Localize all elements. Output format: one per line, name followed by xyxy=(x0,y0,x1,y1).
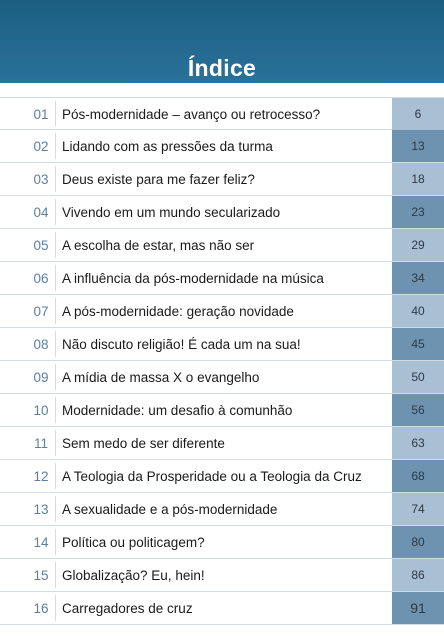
divider xyxy=(55,298,56,324)
chapter-number: 02 xyxy=(33,139,49,154)
header-banner xyxy=(0,0,444,83)
chapter-title: Vivendo em um mundo secularizado xyxy=(62,205,281,220)
chapter-number: 05 xyxy=(33,238,49,253)
divider xyxy=(55,265,56,291)
divider xyxy=(55,595,56,621)
chapter-number: 13 xyxy=(33,502,49,517)
page-number: 91 xyxy=(392,592,444,624)
chapter-title: A pós-modernidade: geração novidade xyxy=(62,304,294,319)
chapter-number: 07 xyxy=(33,304,49,319)
page-title: Índice xyxy=(187,55,257,81)
chapter-number: 15 xyxy=(33,568,49,583)
divider xyxy=(55,562,56,588)
page-number: 86 xyxy=(392,559,444,591)
divider xyxy=(55,430,56,456)
toc-entry[interactable] xyxy=(0,163,444,196)
chapter-number: 12 xyxy=(33,469,49,484)
page-number: 56 xyxy=(392,394,444,426)
chapter-title: Deus existe para me fazer feliz? xyxy=(62,172,255,187)
divider xyxy=(55,364,56,390)
divider xyxy=(55,133,56,159)
page-number: 6 xyxy=(392,98,444,130)
page-number: 45 xyxy=(392,328,444,360)
chapter-title: Carregadores de cruz xyxy=(62,601,193,616)
chapter-number: 09 xyxy=(33,370,49,385)
chapter-number: 01 xyxy=(33,107,49,122)
divider xyxy=(55,101,56,126)
divider xyxy=(55,496,56,522)
chapter-number: 16 xyxy=(33,601,49,616)
chapter-title: Lidando com as pressões da turma xyxy=(62,139,273,154)
page-number: 50 xyxy=(392,361,444,393)
toc-entry[interactable] xyxy=(0,427,444,460)
chapter-number: 04 xyxy=(33,205,49,220)
page-number: 34 xyxy=(392,262,444,294)
page-number: 40 xyxy=(392,295,444,327)
divider xyxy=(55,529,56,555)
toc-entry[interactable] xyxy=(0,196,444,229)
toc-entry[interactable] xyxy=(0,493,444,526)
divider xyxy=(55,166,56,192)
toc-entry[interactable] xyxy=(0,361,444,394)
chapter-title: A sexualidade e a pós-modernidade xyxy=(62,502,278,517)
chapter-number: 14 xyxy=(33,535,49,550)
chapter-number: 10 xyxy=(33,403,49,418)
divider xyxy=(55,463,56,489)
divider xyxy=(55,199,56,225)
page-number: 23 xyxy=(392,196,444,228)
chapter-title: Modernidade: um desafio à comunhão xyxy=(62,403,293,418)
chapter-title: A influência da pós-modernidade na música xyxy=(62,271,324,286)
chapter-title: Globalização? Eu, hein! xyxy=(62,568,205,583)
page-number: 74 xyxy=(392,493,444,525)
chapter-title: Não discuto religião! É cada um na sua! xyxy=(62,337,301,352)
toc-entry[interactable] xyxy=(0,526,444,559)
chapter-number: 03 xyxy=(33,172,49,187)
page-number: 68 xyxy=(392,460,444,492)
toc-entry[interactable] xyxy=(0,460,444,493)
divider xyxy=(55,397,56,423)
toc-entry[interactable] xyxy=(0,97,444,130)
chapter-title: A Teologia da Prosperidade ou a Teologia da Cruz xyxy=(62,469,362,484)
toc-entry[interactable] xyxy=(0,229,444,262)
divider xyxy=(55,331,56,357)
chapter-title: Sem medo de ser diferente xyxy=(62,436,225,451)
chapter-number: 08 xyxy=(33,337,49,352)
toc-entry[interactable] xyxy=(0,130,444,163)
chapter-number: 06 xyxy=(33,271,49,286)
divider xyxy=(55,232,56,258)
toc-entry[interactable] xyxy=(0,295,444,328)
page-number: 29 xyxy=(392,229,444,261)
chapter-title: Pós-modernidade – avanço ou retrocesso? xyxy=(62,107,321,122)
toc-entry[interactable] xyxy=(0,262,444,295)
page-number: 80 xyxy=(392,526,444,558)
toc-entry[interactable] xyxy=(0,328,444,361)
table-of-contents xyxy=(0,97,444,625)
chapter-title: A escolha de estar, mas não ser xyxy=(62,238,255,253)
toc-entry[interactable] xyxy=(0,559,444,592)
page-number: 18 xyxy=(392,163,444,195)
page-number: 63 xyxy=(392,427,444,459)
toc-entry[interactable] xyxy=(0,394,444,427)
toc-entry[interactable] xyxy=(0,592,444,625)
chapter-title: A mídia de massa X o evangelho xyxy=(62,370,260,385)
chapter-title: Política ou politicagem? xyxy=(62,535,205,550)
page-number: 13 xyxy=(392,130,444,162)
chapter-number: 11 xyxy=(33,436,48,451)
